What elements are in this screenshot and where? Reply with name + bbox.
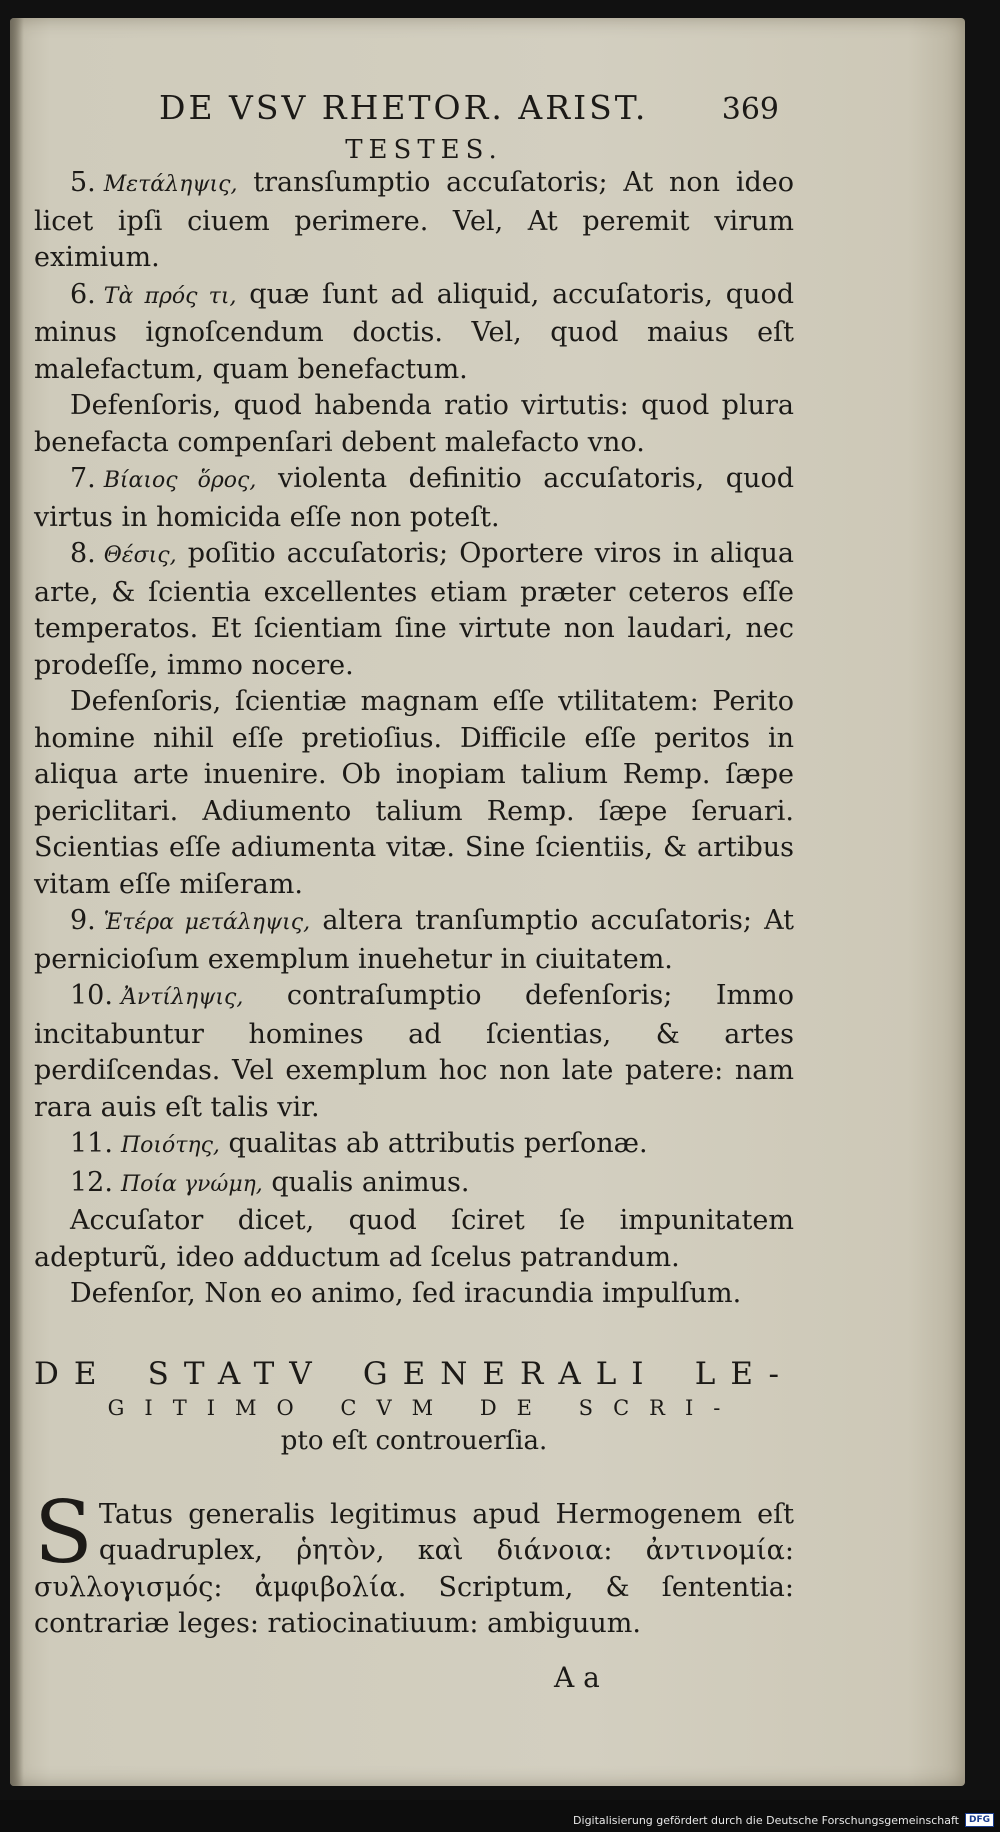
closing-text: Tatus generalis legitimus apud Hermogenem eſt quadruplex, ῥητὸν, καὶ διάνοια: ἀντινομία: συλλογισμός: ἀμφιβολία. Scriptum, & ſententia: contrariæ leges: ratiocinatiuum: ambiguum. [34,1498,794,1639]
paragraph-text: Defenſor, Non eo animo, ſed iracundia impulſum. [70,1278,742,1309]
paragraph [34,165,794,277]
page-number: 369 [721,92,779,127]
paragraph-list [34,165,794,1313]
paragraph-number: 6. [70,278,96,310]
paragraph-number: 5. [70,167,96,198]
running-title: DE VSV RHETOR. ARIST. [159,88,649,127]
paragraph-text: Accuſator dicet, quod ſciret ſe impunitatem adepturũ, ideo adductum ad ſcelus patrandum. [34,1205,794,1273]
section-heading-line-3: pto eſt controuerſia. [280,1425,548,1456]
paragraph-text: qualitas ab attributis perſonæ. [228,1128,648,1159]
paragraph-text: contraſumptio defenſoris; Immo incitabuntur homines ad ſcientias, & artes perdiſcendas. Vel exemplum hoc non late patere: nam rara auis eſt talis vir. [34,980,794,1123]
greek-term: Ποία γνώμη, [120,1171,263,1197]
paragraph [34,1276,794,1313]
drop-cap: S [34,1482,93,1583]
paragraph-text: transſumptio accuſatoris; At non ideo licet ipſi ciuem perimere. Vel, At peremit virum eximium. [34,167,794,273]
paragraph-number: 9. [70,905,96,936]
greek-term: Τὰ πρός τι, [103,283,237,309]
page-gutter-shadow [10,18,24,1786]
paragraph-text: violenta definitio accuſatoris, quod virtus in homicida eſſe non poteſt. [34,463,795,533]
paragraph-number: 8. [70,538,96,569]
paragraph [34,277,794,389]
greek-term: Ἑτέρα μετάληψις, [103,910,311,935]
paragraph-text: Defenſoris, quod habenda ratio virtutis: quod plura benefacta compenſari debent malefacto vno. [34,390,794,458]
section-heading-line-1: DE STATV GENERALI LE- [34,1355,794,1392]
book-page [10,18,965,1786]
paragraph-number: 7. [70,463,96,494]
paragraph [34,536,794,684]
paragraph [34,684,794,903]
greek-term: Μετάληψις, [103,172,238,197]
spacer [34,1313,794,1355]
greek-term: Θέσις, [103,543,177,568]
footer-credit: Digitalisierung gefördert durch die Deutsche Forschungsgemeinschaft [573,1813,959,1827]
paragraph [34,388,794,461]
paragraph [34,903,794,978]
paragraph [34,978,794,1126]
paragraph-number: 11. [70,1128,113,1159]
paragraph-text: quæ ſunt ad aliquid, accuſatoris, quod minus ignoſcendum doctis. Vel, quod maius eſt malefactum, quam benefactum. [34,278,794,385]
greek-term: Ἀντίληψις, [120,985,244,1010]
footer-bar [0,1808,1000,1832]
paragraph-text: qualis animus. [271,1166,470,1198]
paragraph-text: Defenſoris, ſcientiæ magnam eſſe vtilitatem: Perito homine nihil eſſe pretioſius. Difficile eſſe peritos in aliqua arte inuenire. Ob inopiam talium Remp. ſæpe periclitari. Adiumento talium Remp. ſæpe ſeruari. Scientias eſſe adiumenta vitæ. Sine ſcientiis, & artibus vitam eſſe miſeram. [34,686,794,900]
running-head [159,88,779,127]
paragraph-text: poſitio accuſatoris; Oportere viros in aliqua arte, & ſcientia excellentes etiam præter ceteros eſſe temperatos. Et ſcientiam ſine virtute non laudari, nec prodeſſe, immo nocere. [34,538,794,681]
dfg-logo: DFG [965,1813,994,1827]
paragraph [34,1203,794,1276]
closing-paragraph [34,1482,794,1643]
paragraph-number: 12. [70,1166,113,1198]
paragraph [34,461,794,536]
paragraph-number: 10. [70,980,113,1011]
section-label: TESTES. [345,135,503,165]
greek-term: Βίαιος ὅρος, [103,468,257,493]
paragraph-text: altera tranſumptio accuſatoris; At pernicioſum exemplum inuehetur in ciuitatem. [34,905,795,975]
paragraph [34,1165,794,1204]
text-block [34,88,794,1694]
greek-term: Ποιότης, [120,1133,220,1158]
paragraph [34,1126,794,1165]
signature-mark: A a [554,1660,600,1694]
section-heading-line-2: GITIMO CVM DE SCRI- [107,1395,741,1420]
